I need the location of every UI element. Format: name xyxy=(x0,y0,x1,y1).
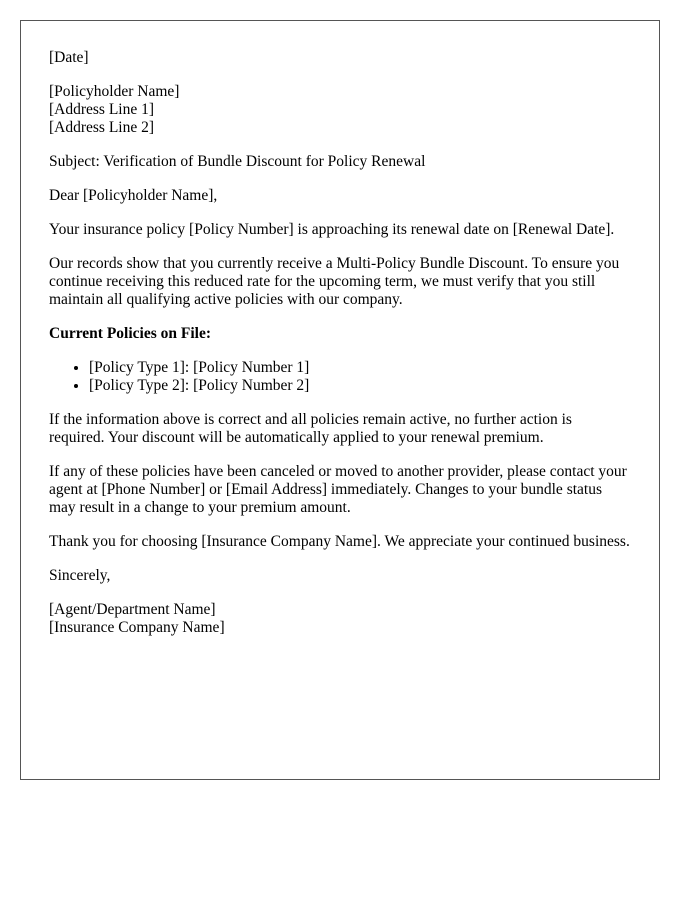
policies-heading: Current Policies on File: xyxy=(49,325,212,342)
signature-block xyxy=(49,601,631,637)
recipient-address-line-1: [Address Line 1] xyxy=(49,101,155,118)
paragraph-changes: If any of these policies have been canceled or moved to another provider, please contact your agent at [Phone Number] or [Email Address] immediately. Changes to your bundle status may result in a change to your premium amount. xyxy=(49,463,627,516)
signature-company: [Insurance Company Name] xyxy=(49,619,225,636)
paragraph-renewal: Your insurance policy [Policy Number] is approaching its renewal date on [Renewal Date]. xyxy=(49,221,615,238)
paragraph-correct: If the information above is correct and all policies remain active, no further action is required. Your discount will be automatically applied to your renewal premium. xyxy=(49,411,572,446)
recipient-name: [Policyholder Name] xyxy=(49,83,180,100)
policy-list-item: • [Policy Type 1]: [Policy Number 1] xyxy=(89,359,631,377)
letter-document xyxy=(20,20,660,780)
signature-agent: [Agent/Department Name] xyxy=(49,601,216,618)
letter-subject: Subject: Verification of Bundle Discount for Policy Renewal xyxy=(49,153,426,170)
letter-closing: Sincerely, xyxy=(49,567,111,584)
letter-salutation: Dear [Policyholder Name], xyxy=(49,187,218,204)
policy-list xyxy=(49,359,631,395)
recipient-address-block xyxy=(49,83,631,137)
policy-list-item: • [Policy Type 2]: [Policy Number 2] xyxy=(89,377,631,395)
paragraph-thanks: Thank you for choosing [Insurance Company Name]. We appreciate your continued business. xyxy=(49,533,630,550)
paragraph-records: Our records show that you currently receive a Multi-Policy Bundle Discount. To ensure you continue receiving this reduced rate for the upcoming term, we must verify that you still maintain all qualifying active policies with our company. xyxy=(49,255,620,308)
recipient-address-line-2: [Address Line 2] xyxy=(49,119,155,136)
letter-date: [Date] xyxy=(49,49,89,66)
